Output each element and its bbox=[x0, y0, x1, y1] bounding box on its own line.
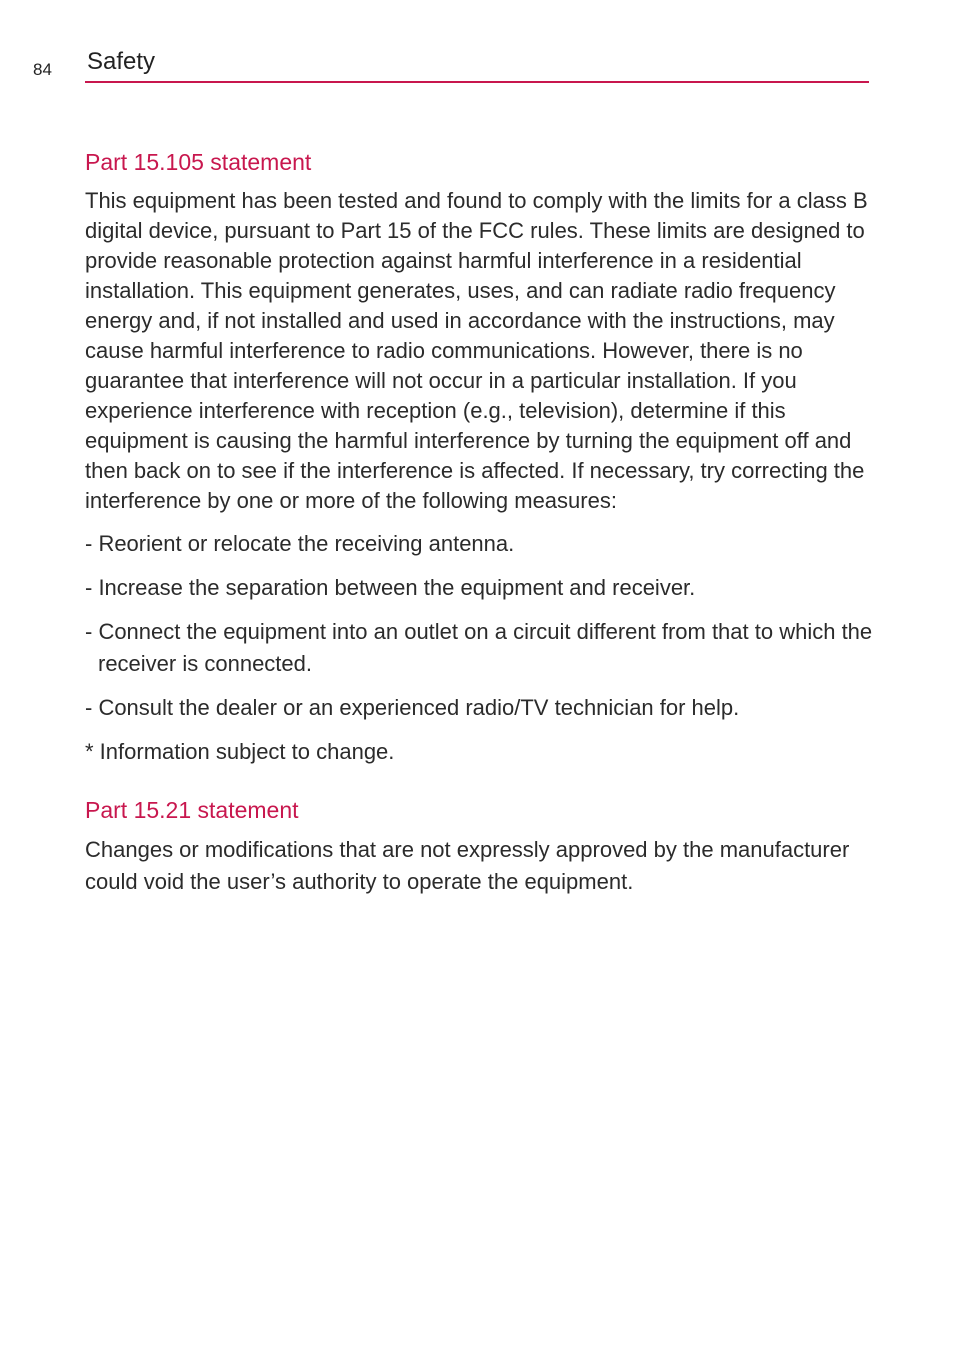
part-15-105-body: This equipment has been tested and found to comply with the limits for a class B digital device, pursuant to Part 15 of the FCC rules. These limits are designed to provide reasonable protection against harmful interference in a residential installation. This equipment generates, uses, and can radiate radio frequency energy and, if not installed and used in accordance with the instructions, may cause harmful interference to radio communications. However, there is no guarantee that interference will not occur in a particular installation. If you experience interference with reception (e.g., television), determine if this equipment is causing the harmful interference by turning the equipment off and then back on to see if the interference is affected. If necessary, try correcting the interference by one or more of the following measures: bbox=[85, 188, 868, 513]
measure-item: - Increase the separation between the equipment and receiver. bbox=[85, 575, 696, 600]
measure-item: - Connect the equipment into an outlet on a circuit different from that to which the receiver is connected. bbox=[85, 619, 873, 676]
part-15-21-heading: Part 15.21 statement bbox=[85, 797, 299, 823]
measure-item: - Reorient or relocate the receiving antenna. bbox=[85, 531, 515, 556]
measure-item: - Consult the dealer or an experienced radio/TV technician for help. bbox=[85, 695, 740, 720]
change-note: * Information subject to change. bbox=[85, 739, 395, 764]
header-divider bbox=[85, 81, 869, 83]
page-number: 84 bbox=[33, 60, 52, 79]
page-content bbox=[85, 146, 875, 898]
section-title: Safety bbox=[87, 48, 156, 75]
part-15-105-heading: Part 15.105 statement bbox=[85, 149, 312, 175]
part-15-21-body: Changes or modifications that are not expressly approved by the manufacturer could void the user’s authority to operate the equipment. bbox=[85, 837, 850, 894]
